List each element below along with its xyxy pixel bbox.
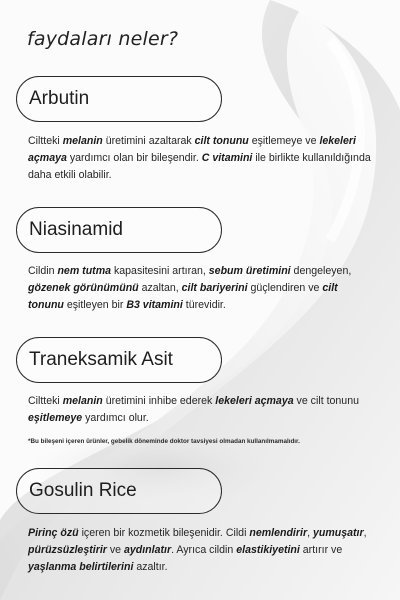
emphasized-term: gözenek görünümünü — [28, 282, 139, 294]
paragraph-text: ve — [106, 544, 124, 556]
section-title-label: Arbutin — [29, 88, 90, 109]
section-title-label: Traneksamik Asit — [29, 349, 173, 370]
paragraph-text: Ciltteki — [28, 395, 63, 407]
paragraph-text: içeren bir kozmetik bileşenidir. Cildi — [78, 527, 250, 539]
paragraph-text: ile birlikte kullanıldığında daha etkili olabilir. — [28, 152, 371, 181]
section-paragraph-arbutin — [28, 133, 376, 184]
section-title-niasinamid — [16, 207, 222, 253]
emphasized-term: yaşlanma belirtilerini — [28, 561, 134, 573]
paragraph-text: yardımcı olur. — [82, 412, 149, 424]
paragraph-text: . Ayrıca cildin — [171, 544, 237, 556]
emphasized-term: lekeleri açmaya — [215, 395, 294, 407]
paragraph-text: dengeleyen, — [290, 265, 352, 277]
section-title-label: Niasinamid — [29, 219, 123, 240]
emphasized-term: melanin — [62, 395, 103, 407]
paragraph-text: eşitlemeye ve — [248, 135, 320, 147]
emphasized-term: sebum üretimini — [208, 265, 291, 277]
paragraph-text: , — [363, 527, 367, 539]
paragraph-text: artırır ve — [299, 544, 343, 556]
emphasized-term: yumuşatır — [312, 527, 364, 539]
paragraph-text: Ciltteki — [28, 135, 63, 147]
emphasized-term: Pirinç özü — [28, 527, 79, 539]
section-title-traneksamik-asit — [16, 337, 222, 383]
paragraph-text: azaltır. — [133, 561, 168, 573]
paragraph-text: üretimini inhibe ederek — [102, 395, 216, 407]
paragraph-text: eşitleyen bir — [63, 299, 127, 311]
emphasized-term: eşitlemeye — [28, 412, 83, 424]
section-title-gosulin-rice — [16, 468, 222, 514]
section-paragraph-gosulin-rice — [28, 525, 376, 576]
paragraph-text: türevidir. — [182, 299, 226, 311]
emphasized-term: cilt tonunu — [194, 135, 249, 147]
section-paragraph-niasinamid — [28, 263, 376, 314]
emphasized-term: nem tutma — [57, 265, 112, 277]
emphasized-term: pürüzsüzleştirir — [28, 544, 107, 556]
paragraph-text: , — [307, 527, 313, 539]
paragraph-text: üretimini azaltarak — [102, 135, 195, 147]
section-title-arbutin — [16, 76, 222, 122]
emphasized-term: lekeleri açmaya — [28, 135, 356, 164]
paragraph-text: yardımcı olan bir bileşendir. — [66, 152, 202, 164]
paragraph-text: ve cilt tonunu — [293, 395, 359, 407]
emphasized-term: C vitamini — [201, 152, 253, 164]
paragraph-text: Cildin — [28, 265, 58, 277]
emphasized-term: aydınlatır — [123, 544, 172, 556]
emphasized-term: melanin — [62, 135, 103, 147]
emphasized-term: B3 vitamini — [126, 299, 183, 311]
paragraph-text: kapasitesini artıran, — [111, 265, 209, 277]
emphasized-term: cilt tonunu — [28, 282, 338, 311]
emphasized-term: elastikiyetini — [236, 544, 300, 556]
section-title-label: Gosulin Rice — [29, 480, 137, 501]
section-paragraph-traneksamik-asit — [28, 393, 376, 427]
emphasized-term: cilt bariyerini — [181, 282, 248, 294]
page-heading: faydaları neler? — [27, 28, 179, 50]
emphasized-term: nemlendirir — [249, 527, 308, 539]
paragraph-text: güçlendiren ve — [247, 282, 323, 294]
pregnancy-warning-note: *Bu bileşeni içeren ürünler, gebelik döneminde doktor tavsiyesi olmadan kullanılmamalıdır. — [28, 438, 300, 445]
paragraph-text: azaltan, — [138, 282, 182, 294]
